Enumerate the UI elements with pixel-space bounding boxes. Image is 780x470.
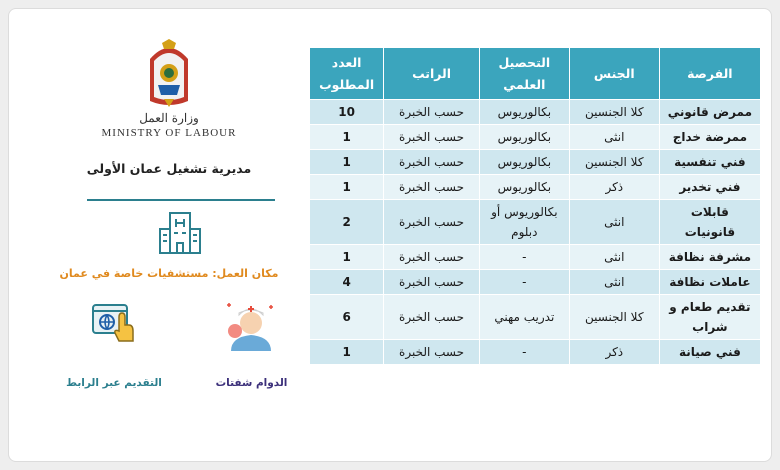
job-announcement-card: [8, 8, 772, 462]
nurse-icon: [225, 301, 277, 353]
count-cell: 1: [310, 175, 384, 200]
workplace-text: مكان العمل: مستشفيات خاصة في عمان: [59, 267, 279, 280]
jordan-coat-of-arms-icon: [144, 39, 194, 109]
header-job: الفرصة: [659, 48, 760, 100]
education-cell: -: [479, 245, 569, 270]
hospital-building-icon: [156, 209, 204, 257]
table-row: [310, 270, 761, 295]
divider: [87, 199, 275, 201]
table-row: [310, 245, 761, 270]
job-cell: عاملات نظافة: [659, 270, 760, 295]
count-cell: 1: [310, 125, 384, 150]
salary-cell: حسب الخبرة: [384, 245, 480, 270]
job-cell: فني صيانة: [659, 340, 760, 365]
ministry-name-english: MINISTRY OF LABOUR: [101, 127, 237, 139]
salary-cell: حسب الخبرة: [384, 150, 480, 175]
web-click-icon: [91, 301, 137, 347]
job-cell: ممرض قانوني: [659, 100, 760, 125]
job-cell: فني تخدير: [659, 175, 760, 200]
sex-cell: انثى: [569, 270, 659, 295]
header-education: التحصيل العلمي: [479, 48, 569, 100]
salary-cell: حسب الخبرة: [384, 340, 480, 365]
header-count: العدد المطلوب: [310, 48, 384, 100]
sex-cell: انثى: [569, 125, 659, 150]
salary-cell: حسب الخبرة: [384, 175, 480, 200]
education-cell: بكالوريوس: [479, 150, 569, 175]
education-cell: -: [479, 270, 569, 295]
count-cell: 2: [310, 200, 384, 245]
sex-cell: انثى: [569, 200, 659, 245]
sex-cell: ذكر: [569, 340, 659, 365]
salary-cell: حسب الخبرة: [384, 100, 480, 125]
table-row: [310, 340, 761, 365]
education-cell: تدريب مهني: [479, 295, 569, 340]
education-cell: بكالوريوس: [479, 100, 569, 125]
info-panel: [49, 39, 289, 439]
education-cell: بكالوريوس أو دبلوم: [479, 200, 569, 245]
job-cell: تقديم طعام و شراب: [659, 295, 760, 340]
table-row: [310, 175, 761, 200]
salary-cell: حسب الخبرة: [384, 200, 480, 245]
count-cell: 10: [310, 100, 384, 125]
table-row: [310, 100, 761, 125]
education-cell: -: [479, 340, 569, 365]
table-row: [310, 150, 761, 175]
job-cell: مشرفة نظافة: [659, 245, 760, 270]
count-cell: 4: [310, 270, 384, 295]
salary-cell: حسب الخبرة: [384, 270, 480, 295]
education-cell: بكالوريوس: [479, 125, 569, 150]
sex-cell: كلا الجنسين: [569, 150, 659, 175]
header-salary: الراتب: [384, 48, 480, 100]
apply-via-link-label: التقديم عبر الرابط: [66, 377, 162, 389]
sex-cell: كلا الجنسين: [569, 100, 659, 125]
job-cell: فني تنفسية: [659, 150, 760, 175]
table-header-row: [310, 48, 761, 100]
directorate-title: مديرية تشغيل عمان الأولى: [86, 161, 252, 176]
shifts-label: الدوام شفتات: [215, 377, 288, 389]
table-row: [310, 125, 761, 150]
table-row: [310, 295, 761, 340]
job-cell: قابلات قانونيات: [659, 200, 760, 245]
education-cell: بكالوريوس: [479, 175, 569, 200]
sex-cell: كلا الجنسين: [569, 295, 659, 340]
sex-cell: انثى: [569, 245, 659, 270]
header-sex: الجنس: [569, 48, 659, 100]
job-cell: ممرضة خداج: [659, 125, 760, 150]
ministry-name-arabic: وزارة العمل: [139, 111, 199, 125]
count-cell: 6: [310, 295, 384, 340]
sex-cell: ذكر: [569, 175, 659, 200]
table-row: [310, 200, 761, 245]
jobs-table: [309, 47, 761, 365]
count-cell: 1: [310, 245, 384, 270]
count-cell: 1: [310, 340, 384, 365]
count-cell: 1: [310, 150, 384, 175]
salary-cell: حسب الخبرة: [384, 295, 480, 340]
salary-cell: حسب الخبرة: [384, 125, 480, 150]
